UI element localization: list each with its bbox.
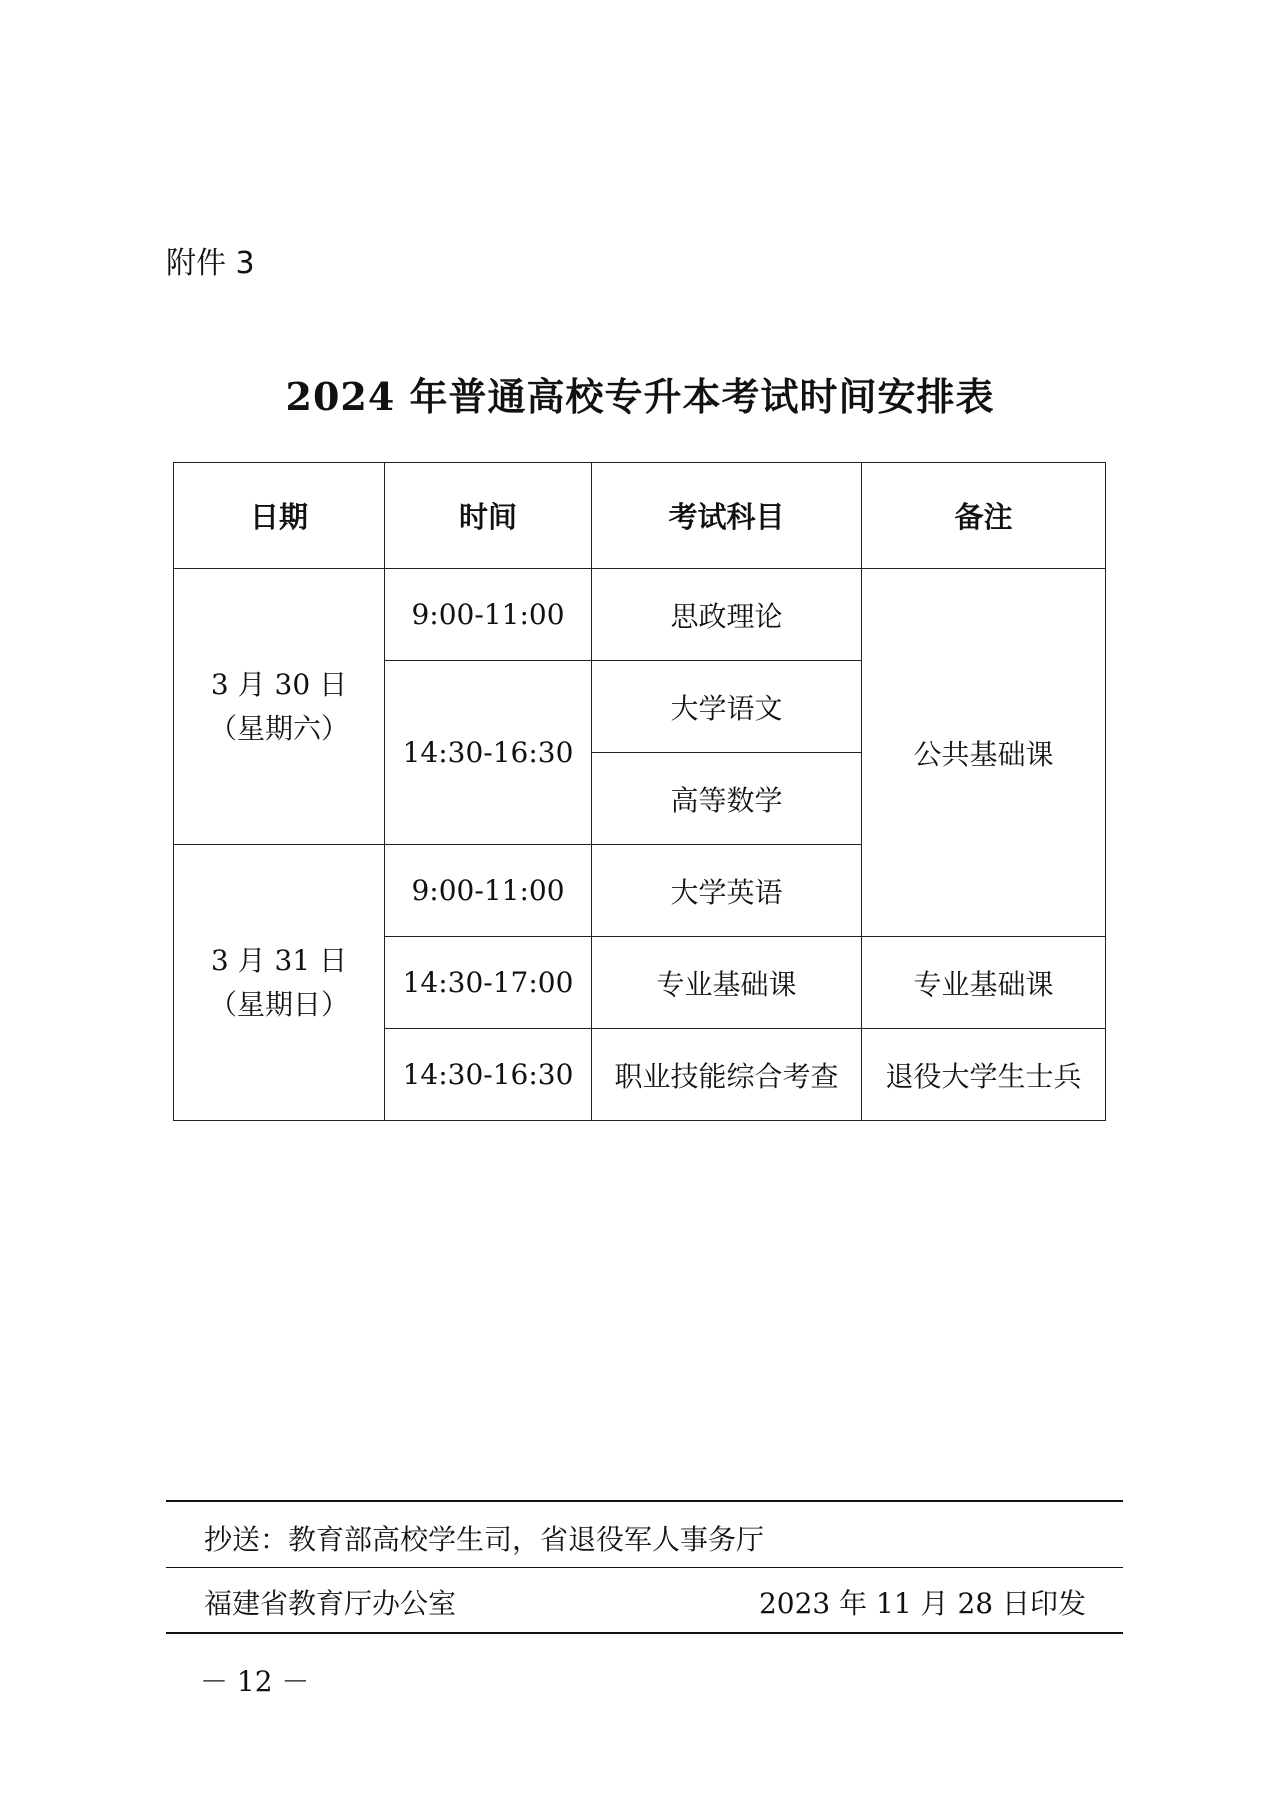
footer-middle-rule (166, 1567, 1123, 1568)
subject-cell: 思政理论 (592, 569, 862, 661)
header-subject: 考试科目 (592, 463, 862, 569)
issuer: 福建省教育厅办公室 (204, 1587, 457, 1620)
time-cell: 9:00-11:00 (385, 569, 592, 661)
subject-cell: 专业基础课 (592, 937, 862, 1029)
subject-cell: 职业技能综合考查 (592, 1029, 862, 1121)
attachment-label: 附件 3 (166, 246, 255, 281)
cc-line: 抄送：教育部高校学生司，省退役军人事务厅 (204, 1523, 765, 1556)
time-cell: 14:30-16:30 (385, 661, 592, 845)
footer-top-rule (166, 1500, 1123, 1502)
note-cell: 退役大学生士兵 (862, 1029, 1106, 1121)
header-date: 日期 (174, 463, 385, 569)
date-day2: 3 月 31 日 (210, 943, 348, 977)
table-row (174, 569, 1106, 661)
time-cell: 9:00-11:00 (385, 845, 592, 937)
page-number: － 12 － (200, 1665, 310, 1698)
footer-bottom-rule (166, 1632, 1123, 1634)
subject-cell: 大学语文 (592, 661, 862, 753)
weekday-day2: （星期日） (208, 987, 349, 1021)
time-cell: 14:30-17:00 (385, 937, 592, 1029)
table-header-row (174, 463, 1106, 569)
date-cell-day1 (174, 569, 385, 845)
note-cell: 专业基础课 (862, 937, 1106, 1029)
date-cell-day2 (174, 845, 385, 1121)
weekday-day1: （星期六） (208, 711, 349, 745)
exam-schedule-table (173, 462, 1106, 1121)
subject-cell: 大学英语 (592, 845, 862, 937)
subject-cell: 高等数学 (592, 753, 862, 845)
header-note: 备注 (862, 463, 1106, 569)
date-day1: 3 月 30 日 (210, 667, 348, 701)
note-cell-shared: 公共基础课 (862, 569, 1106, 937)
issue-date: 2023 年 11 月 28 日印发 (758, 1587, 1086, 1620)
header-time: 时间 (385, 463, 592, 569)
document-title: 2024 年普通高校专升本考试时间安排表 (285, 374, 995, 419)
time-cell: 14:30-16:30 (385, 1029, 592, 1121)
